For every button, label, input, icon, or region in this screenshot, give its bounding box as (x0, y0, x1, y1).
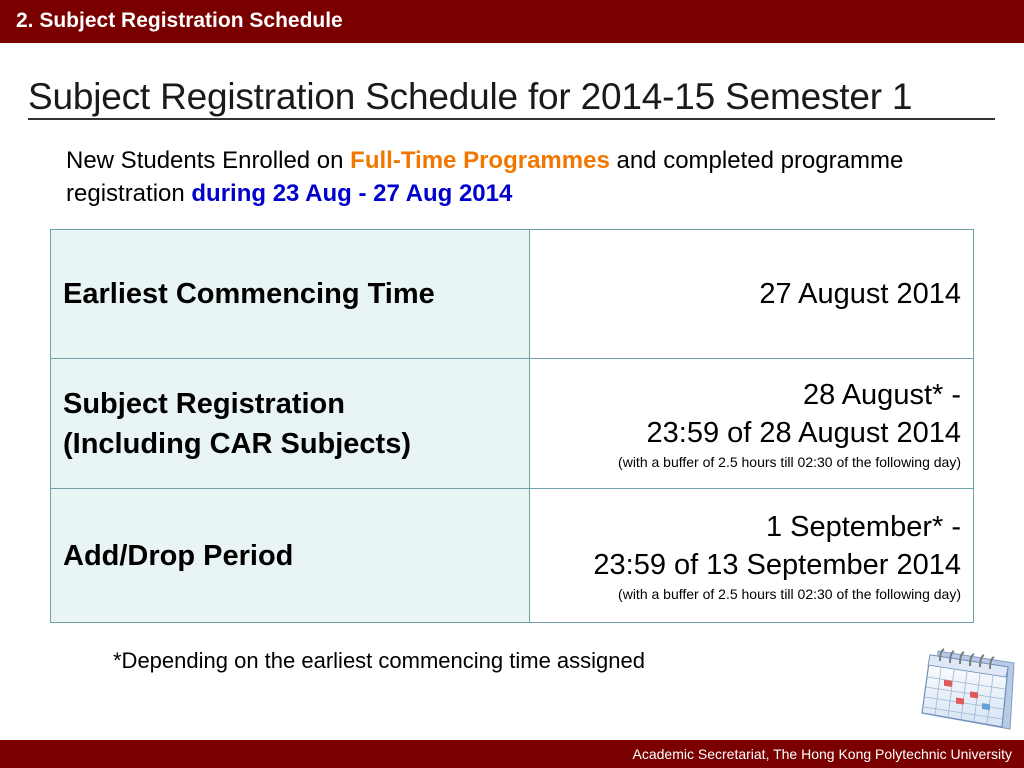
row-label (51, 359, 530, 489)
row-value-line: 27 August 2014 (759, 278, 961, 310)
header-bar (0, 0, 1024, 43)
intro-highlight-programme: Full-Time Programmes (350, 147, 610, 174)
title-underline (28, 118, 995, 120)
calendar-icon (910, 641, 1022, 733)
intro-highlight-dates: during 23 Aug - 27 Aug 2014 (191, 180, 513, 207)
footer-bar (0, 740, 1024, 768)
row-label (51, 230, 530, 359)
buffer-note: (with a buffer of 2.5 hours till 02:30 of the following day) (618, 585, 961, 602)
row-label-text: Add/Drop Period (63, 539, 294, 572)
footer-organization: Academic Secretariat, The Hong Kong Polytechnic University (632, 746, 1012, 762)
row-label (51, 489, 530, 623)
schedule-table (50, 229, 974, 623)
table-row (51, 359, 974, 489)
row-value-line: 1 September* - (765, 510, 961, 543)
row-value (530, 359, 974, 489)
row-label-line: (Including CAR Subjects) (63, 427, 411, 460)
intro-text (66, 144, 966, 210)
intro-part-2: and completed programme registration (66, 147, 904, 207)
buffer-note: (with a buffer of 2.5 hours till 02:30 of the following day) (618, 453, 961, 470)
table-row (51, 489, 974, 623)
row-value (530, 230, 974, 359)
footnote: *Depending on the earliest commencing time assigned (113, 648, 645, 673)
intro-part-1: New Students Enrolled on (66, 147, 351, 174)
table-row (51, 230, 974, 359)
page-title: Subject Registration Schedule for 2014-15 Semester 1 (28, 76, 913, 117)
row-value-line: 23:59 of 13 September 2014 (593, 548, 961, 581)
row-label-text: Earliest Commencing Time (63, 278, 435, 310)
row-value (530, 489, 974, 623)
row-label-line: Subject Registration (63, 387, 345, 420)
row-value-line: 28 August* - (803, 378, 961, 411)
row-value-line: 23:59 of 28 August 2014 (646, 416, 961, 449)
section-title: 2. Subject Registration Schedule (16, 9, 343, 32)
